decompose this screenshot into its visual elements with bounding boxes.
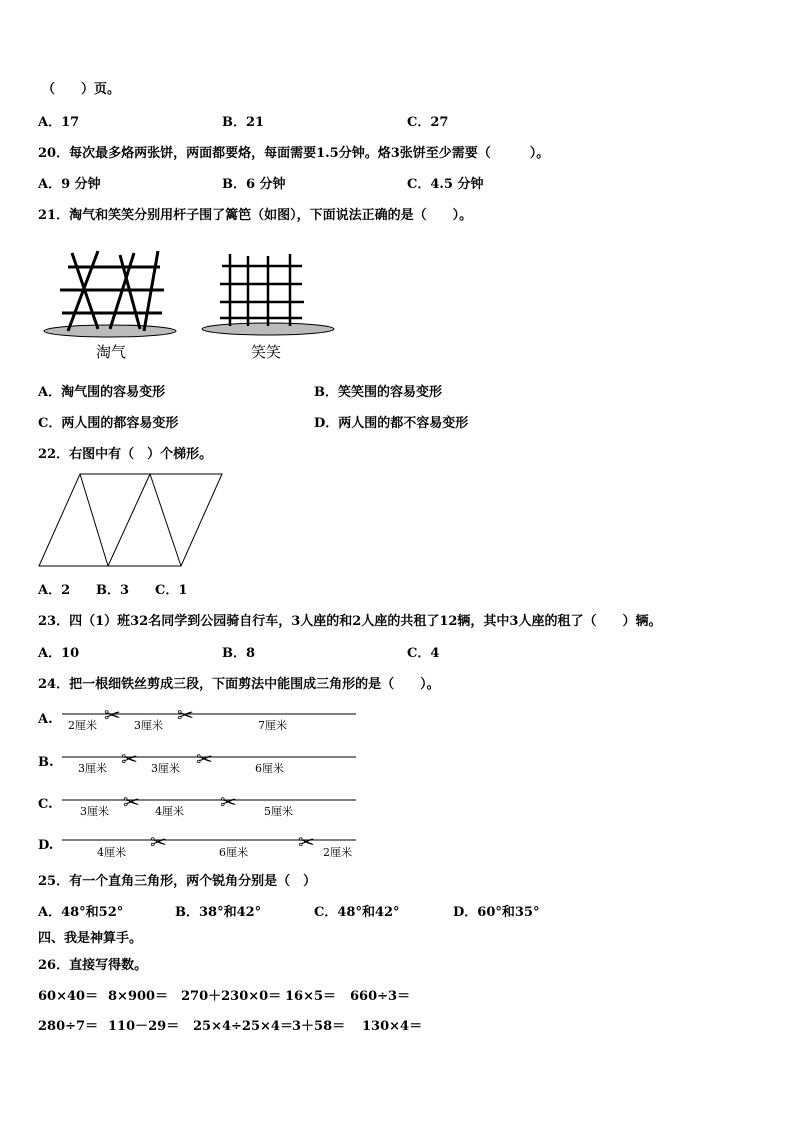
q21-option-b[interactable]: B．笑笑围的容易变形 [314, 385, 442, 400]
xiaoxiao-fence-figure [198, 250, 338, 345]
q20-stem: 20．每次最多烙两张饼，两面都要烙，每面需要1.5分钟。烙3张饼至少需要（ ）。 [38, 146, 550, 161]
q24-row-c-seg-2: 4厘米 [155, 805, 184, 818]
calc-item[interactable]: 660÷3＝ [350, 989, 411, 1004]
q24-row-c-letter[interactable]: C. [38, 797, 53, 812]
calc-item[interactable]: 60×40＝ [38, 989, 99, 1004]
q23-stem: 23．四（1）班32名同学到公园骑自行车，3人座的和2人座的共租了12辆，其中3人座的租了（ ）辆。 [38, 614, 662, 629]
q23-option-b[interactable]: B．8 [222, 646, 256, 661]
q19-option-b[interactable]: B．21 [222, 115, 265, 130]
q25-option-a[interactable]: A．48°和52° [38, 905, 124, 920]
q25-option-d[interactable]: D．60°和35° [453, 905, 540, 920]
q20-option-c[interactable]: C．4.5 分钟 [407, 177, 484, 192]
q21-option-a[interactable]: A．淘气围的容易变形 [38, 385, 166, 400]
q19-option-c[interactable]: C．27 [407, 115, 449, 130]
scissors-icon: ✂ [177, 703, 194, 727]
q24-row-a-seg-3: 7厘米 [258, 719, 287, 732]
q26-stem: 26．直接写得数。 [38, 958, 148, 973]
calc-item[interactable]: 16×5＝ [285, 989, 337, 1004]
q24-row-c-seg-1: 3厘米 [80, 805, 109, 818]
q24-row-c-seg-3: 5厘米 [264, 805, 293, 818]
trapezoid-figure [38, 472, 224, 568]
q23-option-a[interactable]: A．10 [38, 646, 80, 661]
q23-option-c[interactable]: C．4 [407, 646, 440, 661]
scissors-icon: ✂ [298, 830, 315, 854]
scissors-icon: ✂ [104, 703, 121, 727]
scissors-icon: ✂ [121, 747, 138, 771]
calc-item[interactable]: 130×4＝ [362, 1019, 423, 1034]
calc-item[interactable]: 110－29＝ [108, 1019, 180, 1034]
calc-item[interactable]: 270＋230×0＝ [181, 989, 282, 1004]
q25-option-c[interactable]: C．48°和42° [314, 905, 400, 920]
scissors-icon: ✂ [123, 790, 140, 814]
q24-row-a-letter[interactable]: A. [38, 712, 53, 727]
q21-option-d[interactable]: D．两人围的都不容易变形 [314, 416, 469, 431]
q24-row-a-seg-2: 3厘米 [134, 719, 163, 732]
scissors-icon: ✂ [150, 830, 167, 854]
section-title: 四、我是神算手。 [38, 931, 143, 946]
q22-option-b[interactable]: B．3 [96, 583, 130, 598]
q21-stem: 21．淘气和笑笑分别用杆子围了篱笆（如图），下面说法正确的是（ ）。 [38, 208, 473, 223]
q19-tail: （ ）页。 [42, 82, 121, 97]
q24-row-d-letter[interactable]: D. [38, 838, 54, 853]
q24-row-d-seg-3: 2厘米 [323, 846, 352, 859]
q24-row-b-letter[interactable]: B. [38, 755, 54, 770]
q24-row-b-seg-2: 3厘米 [151, 762, 180, 775]
q24-stem: 24．把一根细铁丝剪成三段，下面剪法中能围成三角形的是（ ）。 [38, 677, 440, 692]
q22-option-c[interactable]: C．1 [155, 583, 188, 598]
q20-option-a[interactable]: A．9 分钟 [38, 177, 101, 192]
q22-option-a[interactable]: A．2 [38, 583, 71, 598]
q21-option-c[interactable]: C．两人围的都容易变形 [38, 416, 179, 431]
taoqi-label: 淘气 [96, 343, 127, 361]
scissors-icon: ✂ [196, 747, 213, 771]
calc-item[interactable]: 25×4÷25×4＝ [193, 1019, 293, 1034]
taoqi-fence-figure [40, 245, 180, 345]
calc-item[interactable]: 280÷7＝ [38, 1019, 99, 1034]
calc-item[interactable]: 3＋58＝ [292, 1019, 346, 1034]
q20-option-b[interactable]: B．6 分钟 [222, 177, 286, 192]
scissors-icon: ✂ [220, 790, 237, 814]
q25-option-b[interactable]: B．38°和42° [175, 905, 262, 920]
q25-stem: 25．有一个直角三角形，两个锐角分别是（ ） [38, 874, 317, 889]
xiaoxiao-label: 笑笑 [251, 343, 282, 361]
q24-row-d-seg-1: 4厘米 [97, 846, 126, 859]
q24-row-b-seg-1: 3厘米 [78, 762, 107, 775]
q22-stem: 22．右图中有（ ）个梯形。 [38, 447, 213, 462]
q24-row-a-seg-1: 2厘米 [68, 719, 97, 732]
q24-row-d-seg-2: 6厘米 [219, 846, 248, 859]
calc-item[interactable]: 8×900＝ [108, 989, 169, 1004]
q19-option-a[interactable]: A．17 [38, 115, 80, 130]
q24-row-b-seg-3: 6厘米 [255, 762, 284, 775]
